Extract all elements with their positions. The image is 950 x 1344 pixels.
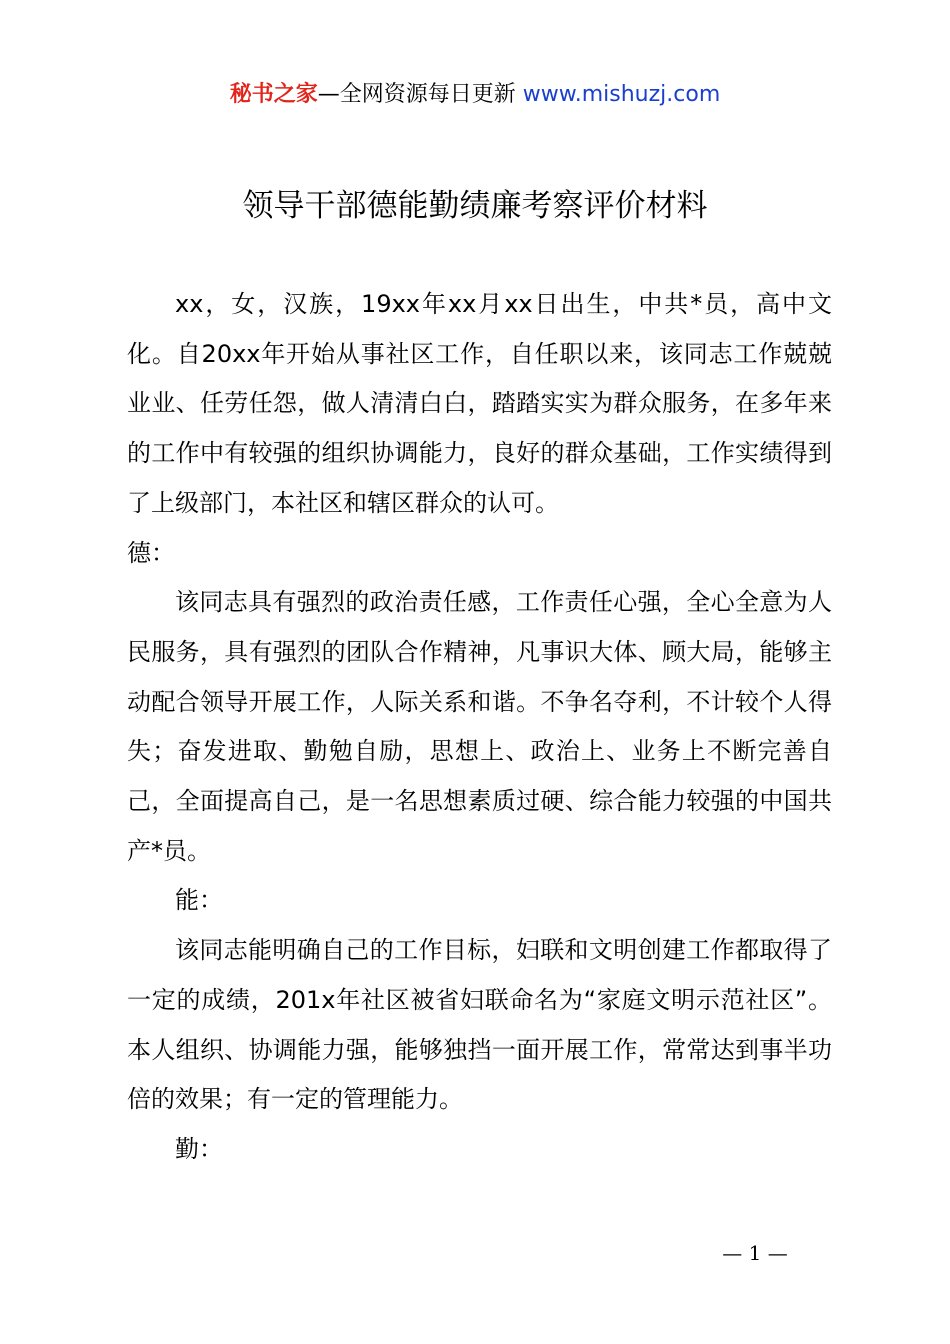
document-title: 领导干部德能勤绩廉考察评价材料 (242, 188, 708, 224)
paragraph-intro: xx，女，汉族，19xx年xx月xx日出生，中共*员，高中文化。自20xx年开始从事社区工作，自任职以来，该同志工作兢兢业业、任劳任怨，做人清清白白，踏踏实实为群众服务，在多年来的工作中有较强的组织协调能力，良好的群众基础，工作实绩得到了上级部门，本社区和辖区群众的认可。 (127, 290, 832, 517)
page-number: — 1 — (722, 1241, 788, 1265)
site-url-link[interactable]: www.mishuzj.com (522, 82, 721, 107)
document-body (127, 280, 832, 1175)
section-heading-neng: 能： (175, 886, 223, 915)
brand-name: 秘书之家 (229, 82, 318, 107)
header-tagline: —全网资源每日更新 (317, 82, 516, 107)
section-heading-de: 德： (127, 538, 175, 567)
paragraph-neng: 该同志能明确自己的工作目标，妇联和文明创建工作都取得了一定的成绩，201x年社区被省妇联命名为“家庭文明示范社区”。本人组织、协调能力强，能够独挡一面开展工作，常常达到事半功倍的效果；有一定的管理能力。 (127, 936, 832, 1114)
section-heading-qin: 勤： (175, 1134, 223, 1163)
site-header (0, 78, 950, 112)
paragraph-de: 该同志具有强烈的政治责任感，工作责任心强，全心全意为人民服务，具有强烈的团队合作精神，凡事识大体、顾大局，能够主动配合领导开展工作，人际关系和谐。不争名夺利，不计较个人得失；奋发进取、勤勉自励，思想上、政治上、业务上不断完善自己，全面提高自己，是一名思想素质过硬、综合能力较强的中国共产*员。 (127, 588, 832, 865)
